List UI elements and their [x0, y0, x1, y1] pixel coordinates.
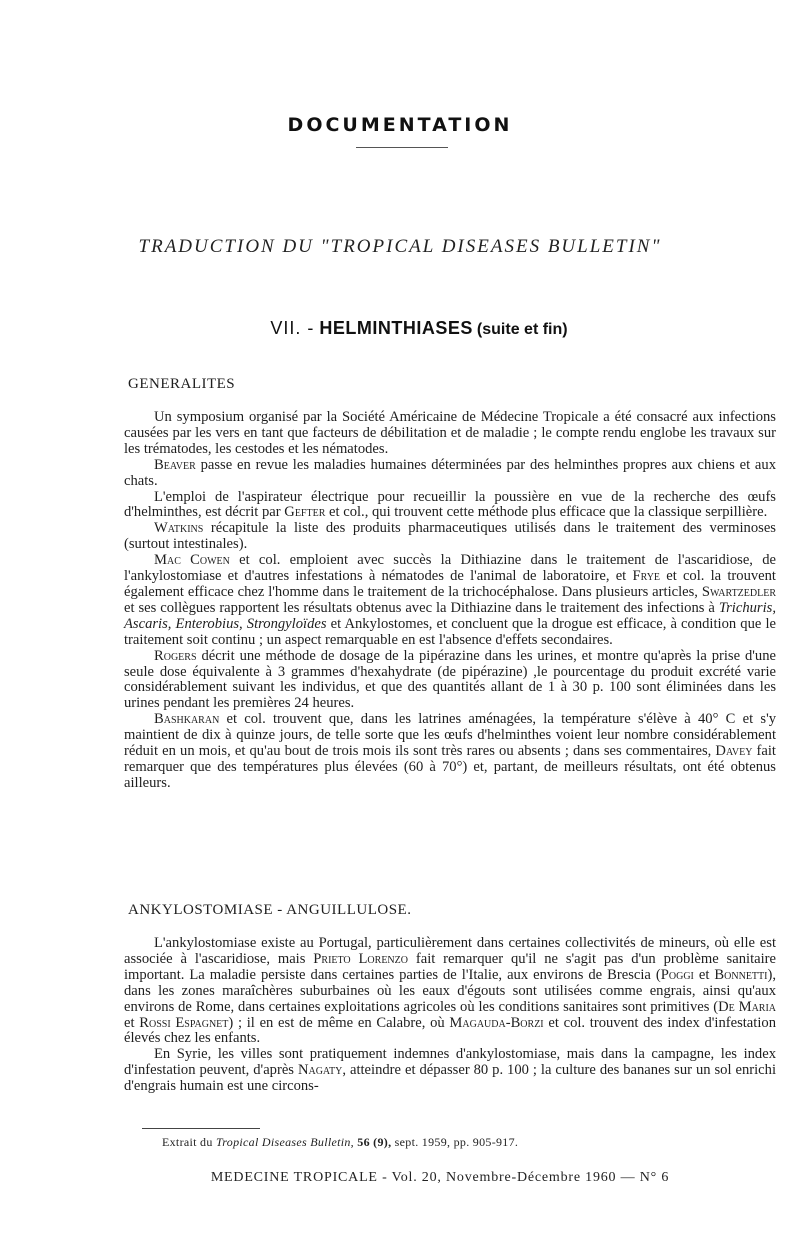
text-run: Un symposium organisé par la Société Américaine de Médecine Tropicale a été consacré aux infections causées par les vers en tant que facteurs de débilitation et de maladie ; le compte rendu englobe les travaux sur les trématodes, les cestodes et les nématodes. — [124, 409, 776, 457]
running-footer: MEDECINE TROPICALE - Vol. 20, Novembre-Décembre 1960 — N° 6 — [210, 1170, 670, 1185]
section-heading-ankylostomiase: ANKYLOSTOMIASE - ANGUILLULOSE. — [128, 902, 412, 918]
chapter-number: VII. — [270, 318, 302, 338]
paragraph — [124, 1047, 776, 1095]
chapter-heading — [0, 318, 800, 339]
text-run: L'emploi de l'aspirateur électrique pour recueillir la poussière en vue de la recherche des œufs d'helminthes, est décrit par — [124, 488, 776, 521]
documentation-title: DOCUMENTATION — [287, 114, 513, 136]
text-run: et col., qui trouvent cette méthode plus efficace que la classique serpillière. — [325, 504, 768, 521]
paragraph — [124, 553, 776, 648]
footnote-volume: 56 (9), — [357, 1135, 392, 1149]
text-run: et col. emploient avec succès la Dithiazine dans le traitement de l'ascaridiose, de l'ankylostomiase et d'autres infestations à nématodes de l'animal de laboratoire, et — [124, 552, 776, 585]
footnote-journal: Tropical Diseases Bulletin, — [215, 1135, 354, 1149]
author-name: Rossi Espagnet — [139, 1014, 229, 1031]
author-name: Frye — [632, 568, 661, 585]
paragraph — [124, 490, 776, 522]
text-run: ) ; il en est de même en Calabre, où — [228, 1014, 450, 1031]
paragraph — [124, 712, 776, 792]
text-run: et ses collègues rapportent les résultats obtenus avec la Dithiazine dans le traitement des infections à — [124, 599, 719, 616]
author-name: Davey — [715, 743, 753, 760]
text-run: récapitule la liste des produits pharmaceutiques utilisés dans le traitement des verminoses (surtout intestinales). — [124, 520, 776, 553]
text-run: et — [124, 1014, 140, 1031]
paragraph — [124, 410, 776, 458]
bulletin-subtitle: TRADUCTION DU "TROPICAL DISEASES BULLETIN" — [138, 236, 662, 257]
author-name: Bashkaran — [154, 711, 220, 728]
chapter-separator: - — [307, 318, 314, 338]
title-rule — [356, 147, 448, 148]
source-footnote — [162, 1135, 518, 1150]
author-name: Magauda-Borzi — [449, 1014, 544, 1031]
author-name: Poggi — [660, 966, 694, 983]
text-run: passe en revue les maladies humaines déterminées par des helminthes propres aux chiens et aux chats. — [124, 456, 776, 489]
author-name: Bonnetti — [714, 966, 768, 983]
author-name: Prieto Lorenzo — [313, 950, 408, 967]
footnote-rule — [142, 1128, 260, 1129]
text-run: fait remarquer que des températures plus élevées (60 à 70°) et, partant, de meilleurs résultats, ont été obtenus ailleurs. — [124, 743, 776, 791]
author-name: Swartzedler — [701, 583, 776, 600]
text-run: décrit une méthode de dosage de la pipérazine dans les urines, et montre qu'après la prise d'une seule dose équivalente à 3 grammes d'hexahydrate (de pipérazine) ,le pourcentage du produit excrété varie considérablement suivant les individus, et que des quantités allant de 1 à 30 p. 100 sont éliminées dans les urines pendant les premières 24 heures. — [124, 647, 776, 712]
text-run: et col. la trouvent également efficace chez l'homme dans le traitement de la trichocéphalose. Dans plusieurs articles, — [124, 568, 776, 600]
author-name: Mac Cowen — [154, 552, 230, 569]
paragraph — [124, 521, 776, 553]
footnote-pages: sept. 1959, pp. 905-917. — [391, 1135, 519, 1149]
section-heading-generalites: GENERALITES — [128, 376, 236, 392]
text-run: et — [693, 966, 715, 983]
footnote-prefix: Extrait du — [162, 1135, 216, 1149]
author-name: Beaver — [154, 456, 196, 473]
section-body-ankylostomiase — [124, 936, 776, 1095]
text-run: et col. trouvent des index d'infestation élevés chez les enfants. — [124, 1014, 776, 1047]
chapter-title: HELMINTHIASES — [319, 318, 473, 338]
genus-names: Trichuris, Ascaris, Enterobius, Strongyloïdes — [124, 599, 776, 632]
chapter-suffix: (suite et fin) — [476, 321, 568, 338]
section-body-generalites — [124, 410, 776, 792]
text-run: L'ankylostomiase existe au Portugal, particulièrement dans certaines collectivités de mineurs, où elle est associée à l'ascaridiose, mais — [124, 935, 776, 967]
author-name: Rogers — [154, 647, 197, 664]
author-name: Gefter — [284, 504, 326, 521]
author-name: Watkins — [154, 520, 204, 537]
text-run: , atteindre et dépasser 80 p. 100 ; la culture des bananes sur un sol enrichi d'engrais humain est une circons- — [124, 1062, 776, 1095]
text-run: et Ankylostomes, et concluent que la drogue est efficace, à condition que le traitement soit continu ; un aspect remarquable en est l'absence d'effets secondaires. — [124, 615, 776, 648]
text-run: En Syrie, les villes sont pratiquement indemnes d'ankylostomiase, mais dans la campagne, les index d'infestation peuvent, d'après — [124, 1046, 776, 1079]
author-name: De Maria — [718, 998, 777, 1015]
text-run: et col. trouvent que, dans les latrines aménagées, la température s'élève à 40° C et s'y maintient de dix à quinze jours, de telle sorte que les œufs d'helminthes voient leur nombre considérablement réduit en un mois, et qu'au bout de trois mois ils sont très rares ou absents ; dans ses commentaires, — [124, 711, 776, 760]
paragraph — [124, 649, 776, 713]
paragraph — [124, 458, 776, 490]
author-name: Nagaty — [297, 1062, 343, 1079]
paragraph — [124, 936, 776, 1047]
text-run: ), dans les zones maraîchères suburbaines où les eaux d'égouts sont utilisées comme engrais, ainsi qu'aux environs de Rome, dans certaines exploitations agricoles où les conditions sanitaires sont primitives ( — [124, 966, 776, 1015]
text-run: fait remarquer qu'il ne s'agit pas d'un problème sanitaire important. La maladie persiste dans certaines parties de l'Italie, aux environs de Brescia ( — [124, 950, 776, 983]
